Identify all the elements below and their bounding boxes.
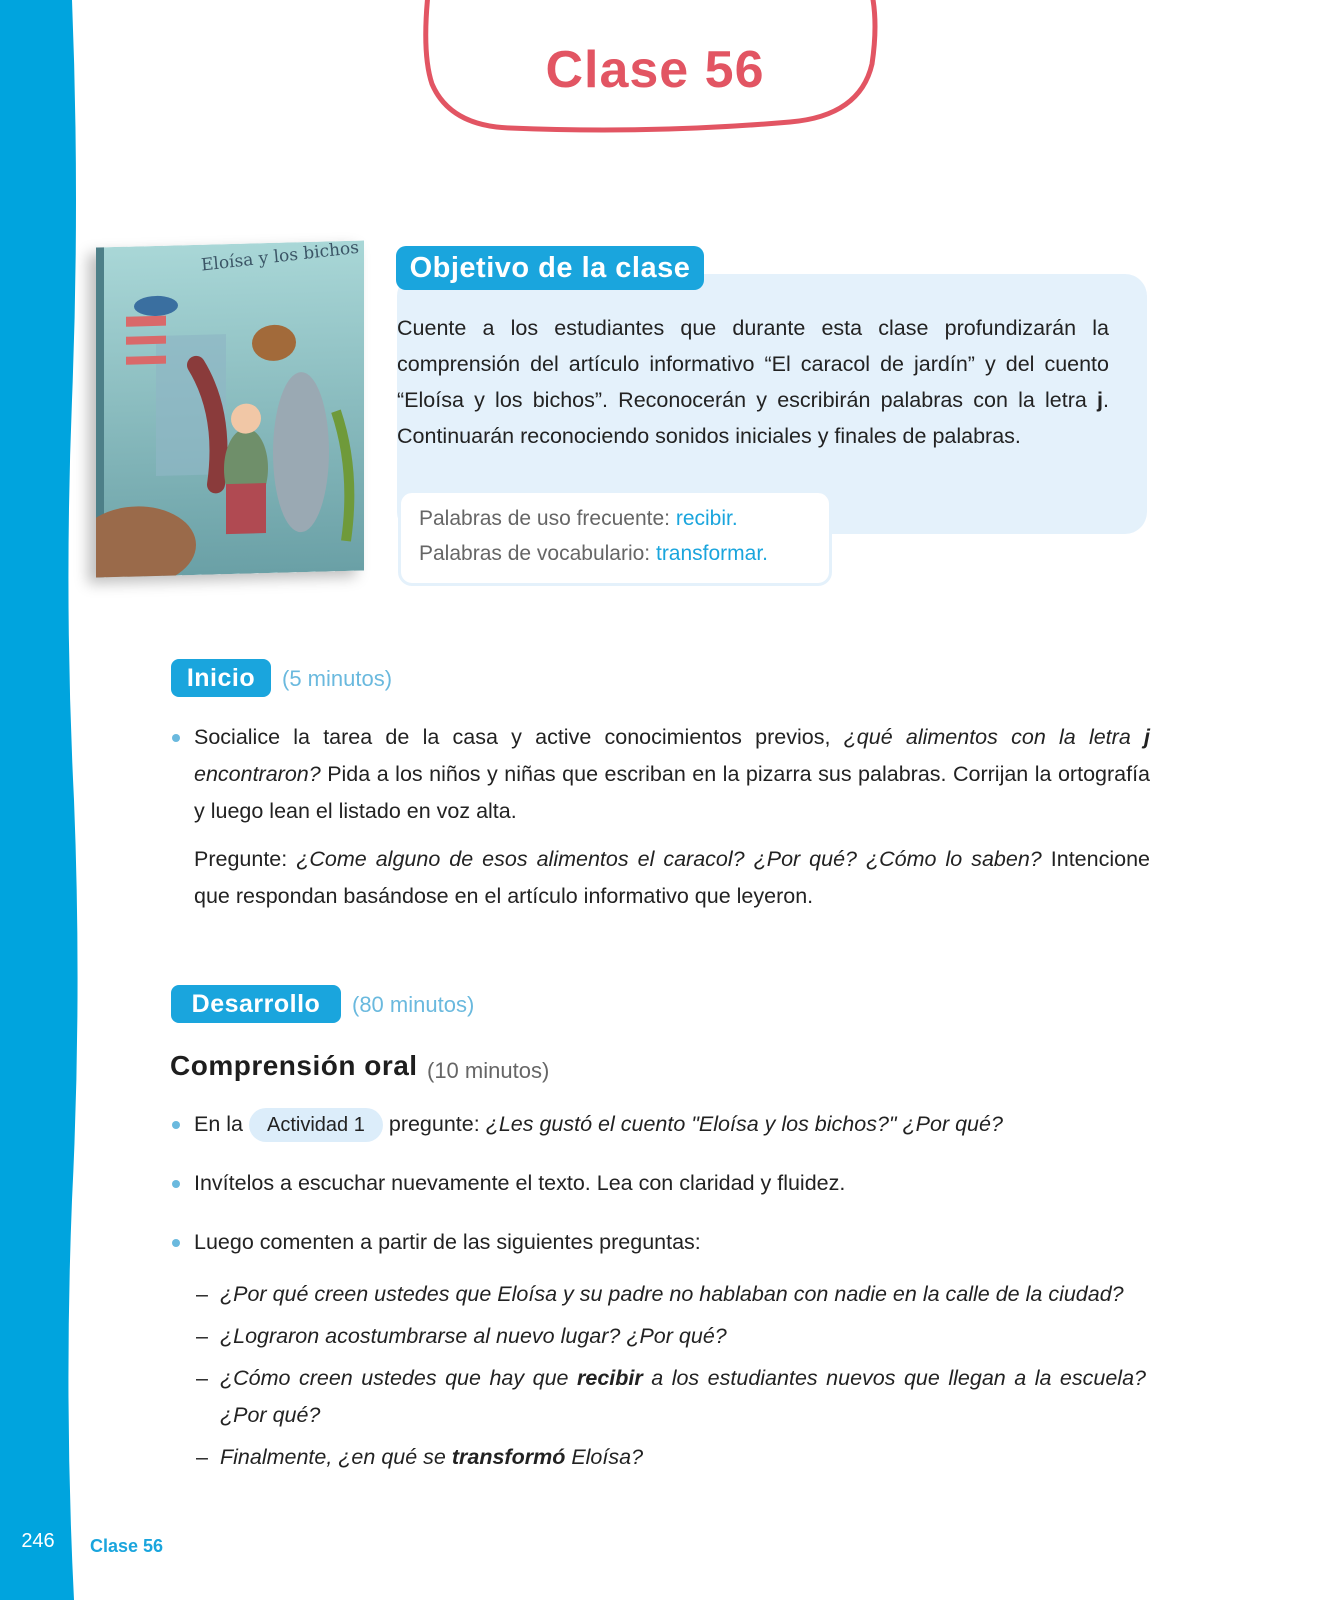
frequent-words-label: Palabras de uso frecuente: bbox=[419, 507, 676, 530]
side-band bbox=[0, 0, 80, 1600]
inicio-question-end: encontraron? bbox=[194, 762, 321, 786]
footer-label: Clase 56 bbox=[90, 1536, 164, 1556]
vocabulary-words-value: transformar. bbox=[655, 542, 769, 565]
inicio-letter: j bbox=[1144, 725, 1150, 749]
desarrollo-bullet: Luego comenten a partir de las siguientes preguntas: bbox=[170, 1224, 1150, 1261]
inicio-text: Pida a los niños y niñas que escriban en la pizarra sus palabras. Corrijan la ortografía y luego lean el listado en voz alta. bbox=[194, 762, 1150, 823]
objective-heading: Objetivo de la clase bbox=[396, 246, 704, 290]
inicio-paragraph bbox=[170, 841, 1150, 915]
page-number: 246 bbox=[21, 1530, 55, 1552]
inicio-question: ¿Come alguno de esos alimentos el caracol? ¿Por qué? ¿Cómo lo saben? bbox=[296, 847, 1042, 871]
words-box bbox=[398, 490, 832, 586]
question-text: a los estudiantes nuevos que llegan a la escuela? ¿Por qué? bbox=[220, 1366, 1146, 1427]
question-item: – ¿Por qué creen ustedes que Eloísa y su padre no hablaban con nadie en la calle de la ciudad? bbox=[196, 1276, 1146, 1313]
vocabulary-word: recibir bbox=[577, 1366, 643, 1390]
inicio-bullet bbox=[170, 719, 1150, 830]
comprension-heading: Comprensión oral bbox=[170, 1050, 418, 1081]
frequent-words-line bbox=[419, 501, 811, 536]
vocabulary-words-line bbox=[419, 536, 811, 571]
vocabulary-words-label: Palabras de vocabulario: bbox=[419, 542, 656, 565]
objective-text bbox=[397, 310, 1109, 454]
question-list bbox=[196, 1276, 1146, 1481]
book-title: Eloísa y los bichos bbox=[200, 237, 360, 276]
book-cover bbox=[96, 237, 364, 577]
desarrollo-text: En la bbox=[194, 1112, 244, 1136]
inicio-tag: Inicio bbox=[171, 659, 271, 697]
question-text: ¿Cómo creen ustedes que hay que bbox=[220, 1366, 577, 1390]
question-item bbox=[196, 1439, 1146, 1476]
comprension-time: (10 minutos) bbox=[427, 1058, 550, 1083]
inicio-content bbox=[170, 719, 1150, 915]
question-item bbox=[196, 1360, 1146, 1434]
desarrollo-time: (80 minutos) bbox=[352, 992, 475, 1017]
desarrollo-question: ¿Les gustó el cuento "Eloísa y los bichos?" ¿Por qué? bbox=[485, 1112, 1003, 1136]
question-text: Eloísa? bbox=[565, 1445, 644, 1469]
desarrollo-content bbox=[170, 1106, 1150, 1261]
objective-text-part: . Continuarán reconociendo sonidos iniciales y finales de palabras. bbox=[397, 388, 1109, 448]
vocabulary-word: transformó bbox=[451, 1445, 566, 1469]
desarrollo-tag: Desarrollo bbox=[171, 985, 341, 1023]
inicio-text: Intencione que respondan basándose en el artículo informativo que leyeron. bbox=[194, 847, 1150, 908]
desarrollo-bullet: Invítelos a escuchar nuevamente el texto. Lea con claridad y fluidez. bbox=[170, 1165, 1150, 1202]
inicio-time: (5 minutos) bbox=[282, 666, 393, 691]
objective-text-part: Cuente a los estudiantes que durante esta clase profundizarán la comprensión del artículo informativo “El caracol de jardín” y del cuento “Eloísa y los bichos”. Reconocerán y escribirán palabras con la letra bbox=[397, 316, 1109, 412]
inicio-question: ¿qué alimentos con la letra bbox=[843, 725, 1144, 749]
question-text: Finalmente, ¿en qué se bbox=[220, 1445, 452, 1469]
page-title: Clase 56 bbox=[545, 41, 765, 99]
frequent-words-value: recibir. bbox=[675, 507, 738, 530]
activity-1-badge: Actividad 1 bbox=[249, 1108, 383, 1142]
inicio-text: Socialice la tarea de la casa y active conocimientos previos, bbox=[194, 725, 844, 749]
desarrollo-bullet bbox=[170, 1106, 1150, 1143]
book-illustration bbox=[96, 237, 364, 577]
inicio-text: Pregunte: bbox=[194, 847, 297, 871]
objective-letter: j bbox=[1097, 388, 1104, 412]
question-item: – ¿Lograron acostumbrarse al nuevo lugar? ¿Por qué? bbox=[196, 1318, 1146, 1355]
desarrollo-text: pregunte: bbox=[388, 1112, 486, 1136]
